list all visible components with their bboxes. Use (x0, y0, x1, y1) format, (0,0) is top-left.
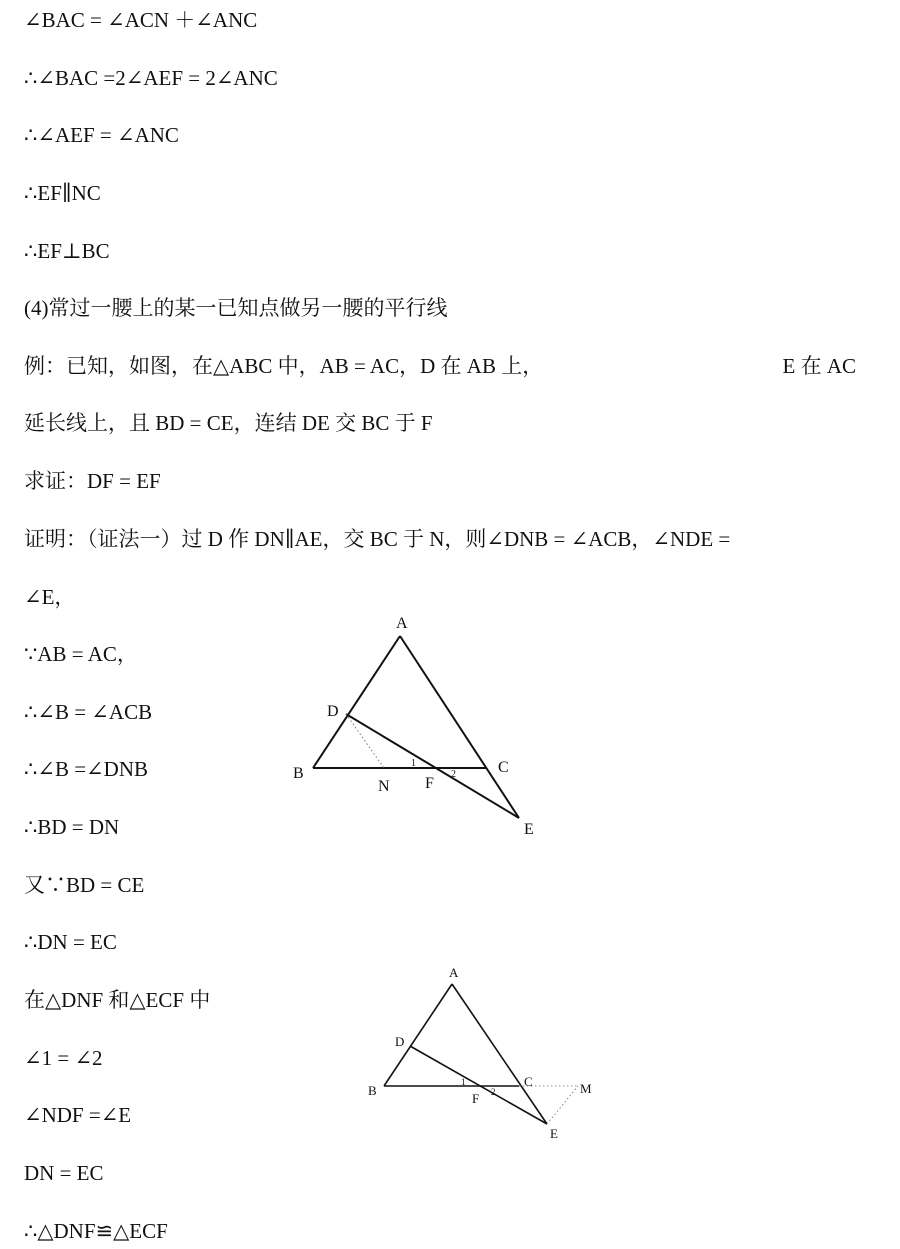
proof-step-6: ∴DN = EC (24, 930, 117, 954)
fig2-label-c: C (524, 1074, 533, 1089)
fig1-label-d: D (327, 703, 339, 720)
fig1-label-a: A (396, 615, 408, 632)
section-heading: (4)常过一腰上的某一已知点做另一腰的平行线 (24, 296, 448, 320)
fig1-label-n: N (378, 778, 390, 795)
fig1-angle-1: 1 (411, 758, 416, 769)
fig2-label-f: F (472, 1091, 480, 1106)
proof-line-4: ∴EF∥NC (24, 181, 101, 205)
fig2-side-ae (452, 984, 547, 1124)
proof-step-8: ∠1 = ∠2 (24, 1046, 103, 1070)
proof-step-5: 又∵BD = CE (24, 873, 145, 897)
fig1-label-e: E (524, 821, 534, 838)
proof-step-7: 在△DNF 和△ECF 中 (24, 988, 211, 1012)
proof-step-4: ∴BD = DN (24, 815, 120, 839)
proof-line-2: ∴∠BAC =2∠AEF = 2∠ANC (24, 66, 278, 90)
fig2-dotted-em (547, 1086, 578, 1124)
proof-line-5: ∴EF⊥BC (24, 239, 110, 263)
fig2-angle-2: 2 (491, 1087, 496, 1097)
proof-start-line-cont: ∠E， (24, 585, 76, 609)
fig2-angle-1: 1 (461, 1077, 466, 1087)
proof-start-line: 证明：（证法一）过 D 作 DN∥AE，交 BC 于 N，则∠DNB = ∠ACB，∠NDE = (24, 527, 731, 551)
example-line-2: 延长线上，且 BD = CE，连结 DE 交 BC 于 F (24, 411, 433, 435)
proof-step-10: DN = EC (24, 1161, 104, 1185)
proof-step-9: ∠NDF =∠E (24, 1103, 132, 1127)
example-line-1: 例：已知，如图，在△ABC 中，AB = AC，D 在 AB 上， (24, 354, 544, 378)
proof-step-1: ∵AB = AC， (24, 642, 138, 666)
fig2-label-m: M (580, 1081, 592, 1096)
fig2-label-d: D (395, 1034, 405, 1049)
fig1-label-c: C (498, 759, 509, 776)
to-prove-line: 求证：DF = EF (24, 469, 161, 493)
fig2-label-a: A (449, 965, 459, 980)
example-line-1-tail: E 在 AC (782, 354, 856, 378)
fig1-label-f: F (425, 775, 434, 792)
proof-line-1: ∠BAC = ∠ACN ＋∠ANC (24, 8, 258, 32)
proof-conclusion: ∴△DNF≌△ECF (24, 1219, 168, 1243)
fig1-angle-2: 2 (451, 769, 456, 780)
fig2-label-b: B (368, 1083, 377, 1098)
proof-line-3: ∴∠AEF = ∠ANC (24, 123, 179, 147)
proof-step-2: ∴∠B = ∠ACB (24, 700, 153, 724)
fig1-label-b: B (293, 765, 304, 782)
proof-step-3: ∴∠B =∠DNB (24, 757, 148, 781)
fig2-label-e: E (550, 1126, 558, 1141)
